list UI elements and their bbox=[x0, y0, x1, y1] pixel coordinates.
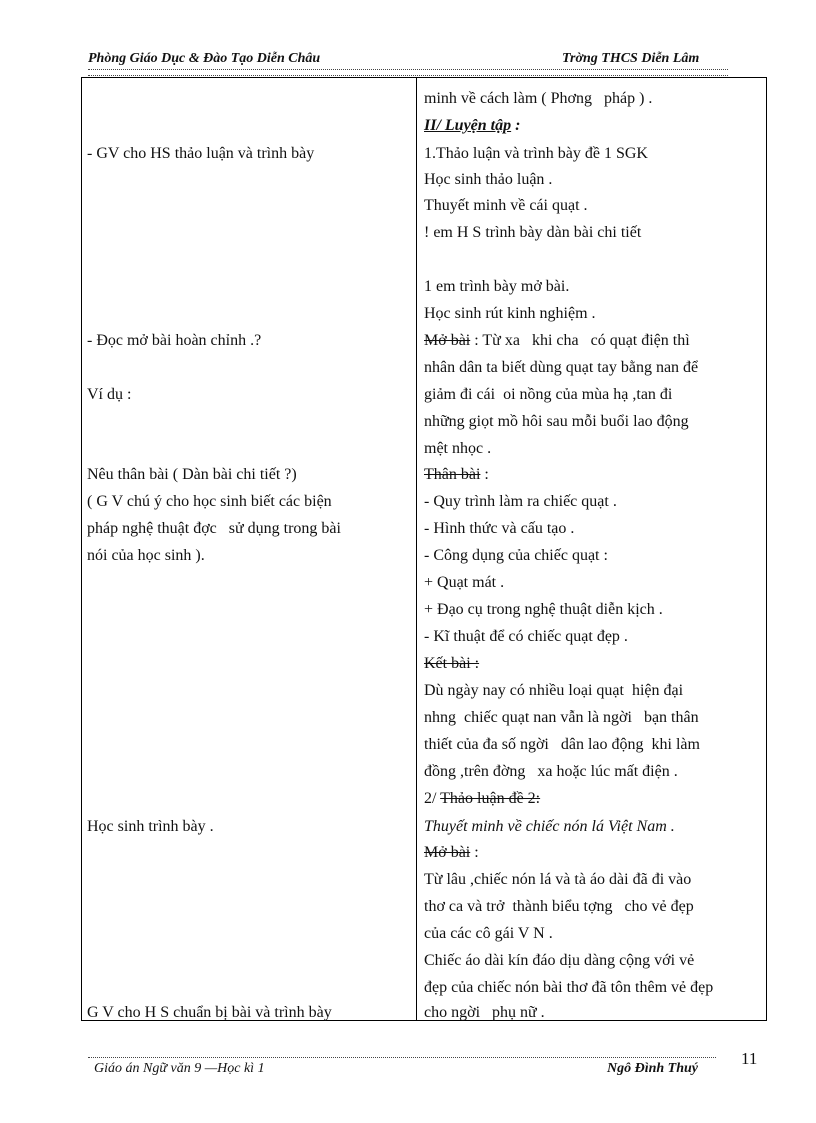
right-col-line: giảm đi cái oi nồng của mùa hạ ,tan đi bbox=[424, 386, 673, 403]
footer-course: Giáo án Ngữ văn 9 —Học kì 1 bbox=[94, 1061, 265, 1076]
right-col-line: đẹp của chiếc nón bài thơ đã tôn thêm vẻ đẹp bbox=[424, 979, 714, 996]
left-col-line: nói của học sinh ). bbox=[87, 547, 205, 564]
right-col-line: Chiếc áo dài kín đáo dịu dàng cộng với vẻ bbox=[424, 952, 695, 969]
right-col-line: - Quy trình làm ra chiếc quạt . bbox=[424, 493, 617, 510]
intro2-label: Mở bài bbox=[424, 844, 471, 861]
right-col-line: Dù ngày nay có nhiều loại quạt hiện đại bbox=[424, 682, 684, 699]
right-col-line: Từ lâu ,chiếc nón lá và tà áo dài đã đi vào bbox=[424, 871, 692, 888]
footer-divider bbox=[88, 1057, 716, 1058]
page-number: 11 bbox=[741, 1049, 758, 1068]
practice-heading-label: II/ Luyện tập bbox=[424, 117, 512, 134]
intro-label: Mở bài bbox=[424, 332, 471, 349]
intro2-heading-line bbox=[424, 843, 479, 863]
left-col-line: G V cho H S chuẩn bị bài và trình bày bbox=[87, 1004, 332, 1021]
topic2-number: 2/ bbox=[424, 790, 441, 807]
body-label: Thân bài bbox=[424, 466, 481, 483]
header-divider bbox=[88, 69, 728, 76]
left-col-line: pháp nghệ thuật đợc sử dụng trong bài bbox=[87, 520, 341, 537]
right-col-line: thơ ca và trở thành biểu tợng cho vẻ đẹp bbox=[424, 898, 694, 915]
body-label-colon: : bbox=[480, 466, 489, 483]
conclusion-heading-line bbox=[424, 654, 479, 674]
right-col-line: - Công dụng của chiếc quạt : bbox=[424, 547, 608, 564]
practice-heading-colon: : bbox=[511, 117, 521, 134]
right-col-line: cho ngời phụ nữ . bbox=[424, 1004, 545, 1021]
intro-text: : Từ xa khi cha có quạt điện thì bbox=[470, 332, 690, 349]
right-col-line: thiết của đa số ngời dân lao động khi làm bbox=[424, 736, 700, 753]
right-col-line: mệt nhọc . bbox=[424, 440, 492, 457]
column-divider bbox=[416, 77, 417, 1021]
right-col-line: Thuyết minh về cái quạt . bbox=[424, 197, 588, 214]
conclusion-label: Kết bài : bbox=[424, 655, 480, 672]
right-col-line: Thuyết minh về chiếc nón lá Việt Nam . bbox=[424, 818, 675, 835]
intro2-label-colon: : bbox=[470, 844, 479, 861]
right-col-line: + Quạt mát . bbox=[424, 574, 505, 591]
right-col-line: - Kĩ thuật để có chiếc quạt đẹp . bbox=[424, 628, 628, 645]
right-col-line: ! em H S trình bày dàn bài chi tiết bbox=[424, 224, 642, 241]
right-col-line: Học sinh rút kinh nghiệm . bbox=[424, 305, 596, 322]
right-col-line: minh về cách làm ( Phơng pháp ) . bbox=[424, 90, 653, 107]
right-col-line: Học sinh thảo luận . bbox=[424, 171, 553, 188]
left-col-line: - Đọc mở bài hoàn chỉnh .? bbox=[87, 332, 262, 349]
right-col-line: 1.Thảo luận và trình bày đề 1 SGK bbox=[424, 145, 648, 162]
right-col-line: những giọt mồ hôi sau mỗi buổi lao động bbox=[424, 413, 689, 430]
left-col-line: - GV cho HS thảo luận và trình bày bbox=[87, 145, 315, 162]
footer-author: Ngô Đình Thuý bbox=[607, 1061, 699, 1076]
right-col-line: nhng chiếc quạt nan vẫn là ngời bạn thân bbox=[424, 709, 699, 726]
left-col-line: ( G V chú ý cho học sinh biết các biện bbox=[87, 493, 332, 510]
right-col-line: + Đạo cụ trong nghệ thuật diễn kịch . bbox=[424, 601, 663, 618]
left-col-line: Nêu thân bài ( Dàn bài chi tiết ?) bbox=[87, 466, 297, 483]
section-heading-practice bbox=[424, 116, 520, 136]
right-col-line: của các cô gái V N . bbox=[424, 925, 553, 942]
right-col-line: - Hình thức và cấu tạo . bbox=[424, 520, 575, 537]
topic2-label: Thảo luận đề 2: bbox=[440, 790, 541, 807]
right-col-line: nhân dân ta biết dùng quạt tay bằng nan để bbox=[424, 359, 699, 376]
body-heading-line bbox=[424, 465, 489, 485]
header-school-office: Phòng Giáo Dục & Đào Tạo Diễn Châu bbox=[88, 51, 321, 66]
intro-line bbox=[424, 331, 690, 351]
topic2-heading-line bbox=[424, 789, 540, 809]
right-col-line: 1 em trình bày mở bài. bbox=[424, 278, 570, 295]
header-school-name: Trờng THCS Diễn Lâm bbox=[562, 51, 700, 66]
right-col-line: đồng ,trên đờng xa hoặc lúc mất điện . bbox=[424, 763, 678, 780]
left-col-line: Ví dụ : bbox=[87, 386, 132, 403]
left-col-line: Học sinh trình bày . bbox=[87, 818, 214, 835]
